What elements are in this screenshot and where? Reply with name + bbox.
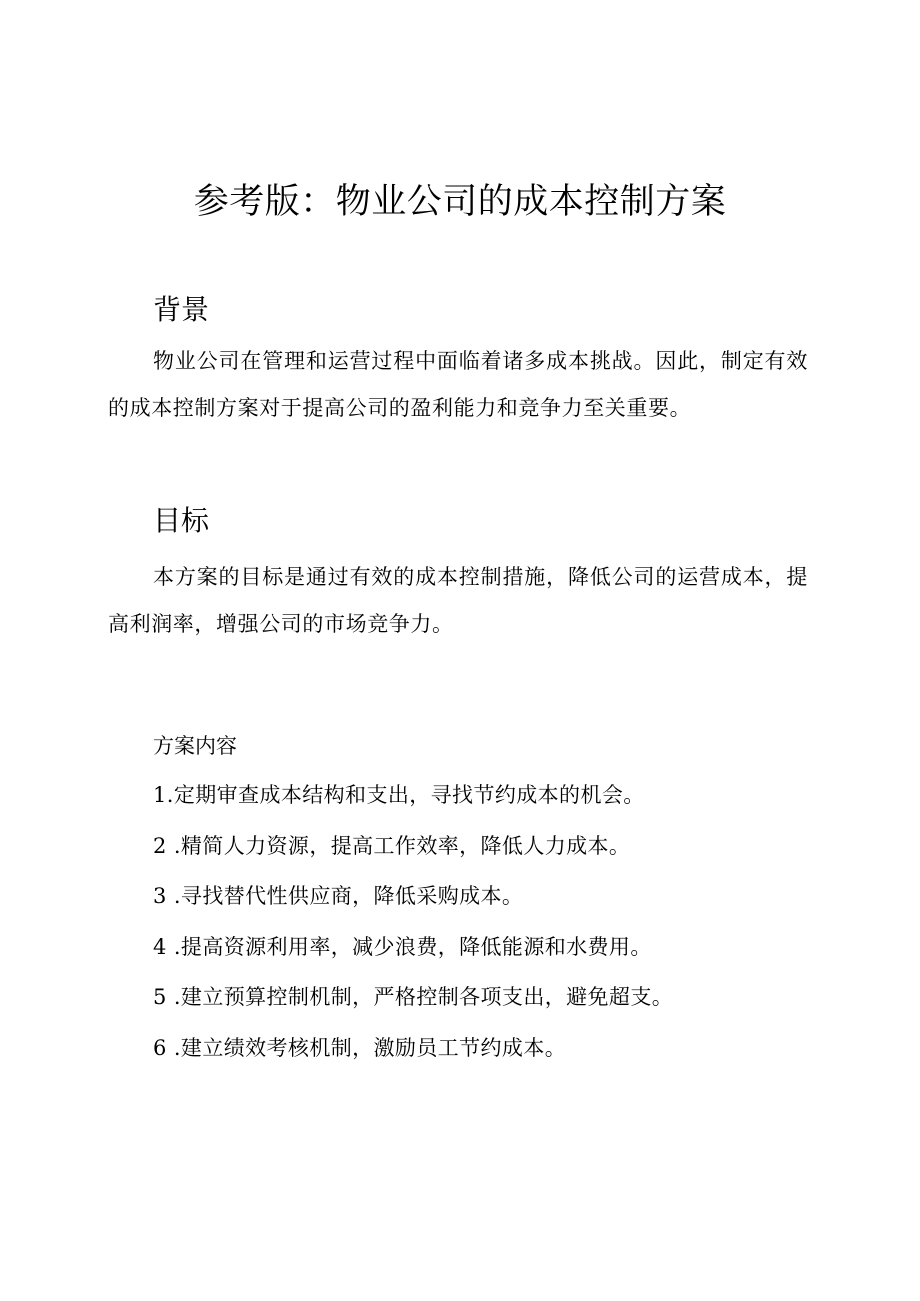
list-item-text: 定期审查成本结构和支出，寻找节约成本的机会。 [173, 783, 645, 807]
list-item [153, 780, 673, 831]
section-heading-goal: 目标 [153, 504, 210, 537]
list-item-text: 寻找替代性供应商，降低采购成本。 [180, 884, 524, 908]
list-item-separator: . [166, 1035, 181, 1060]
section-paragraph-background: 物业公司在管理和运营过程中面临着诸多成本挑战。因此，制定有效的成本控制方案对于提高公司的盈利能力和竞争力至关重要。 [108, 349, 808, 420]
list-item-text: 提高资源利用率，减少浪费，降低能源和水费用。 [180, 934, 652, 959]
list-item [153, 881, 673, 932]
list-item-separator: . [166, 934, 181, 959]
list-item-number: 5 [153, 985, 167, 1009]
list-item-number: 1 [153, 783, 167, 807]
list-item [153, 932, 673, 983]
plan-list [153, 780, 673, 1083]
list-item [153, 831, 673, 882]
list-item-number: 6 [153, 1035, 167, 1060]
list-item [153, 1033, 673, 1084]
list-item-text: 建立绩效考核机制，激励员工节约成本。 [180, 1035, 567, 1060]
list-item-number: 4 [153, 934, 167, 959]
section-heading-background: 背景 [153, 293, 210, 326]
list-item-text: 建立预算控制机制，严格控制各项支出，避免超支。 [180, 985, 674, 1009]
list-item-separator: . [166, 985, 181, 1009]
list-item-separator: . [166, 833, 181, 858]
list-item-number: 3 [153, 884, 167, 908]
section-paragraph-goal: 本方案的目标是通过有效的成本控制措施，降低公司的运营成本，提高利润率，增强公司的市场竞争力。 [108, 565, 808, 636]
list-item-separator: . [166, 783, 174, 807]
list-item-separator: . [166, 884, 181, 908]
plan-heading: 方案内容 [153, 734, 237, 758]
document-title: 参考版：物业公司的成本控制方案 [193, 182, 727, 222]
list-item-number: 2 [153, 833, 167, 858]
list-item-text: 精简人力资源，提高工作效率，降低人力成本。 [180, 833, 631, 858]
list-item [153, 982, 673, 1033]
